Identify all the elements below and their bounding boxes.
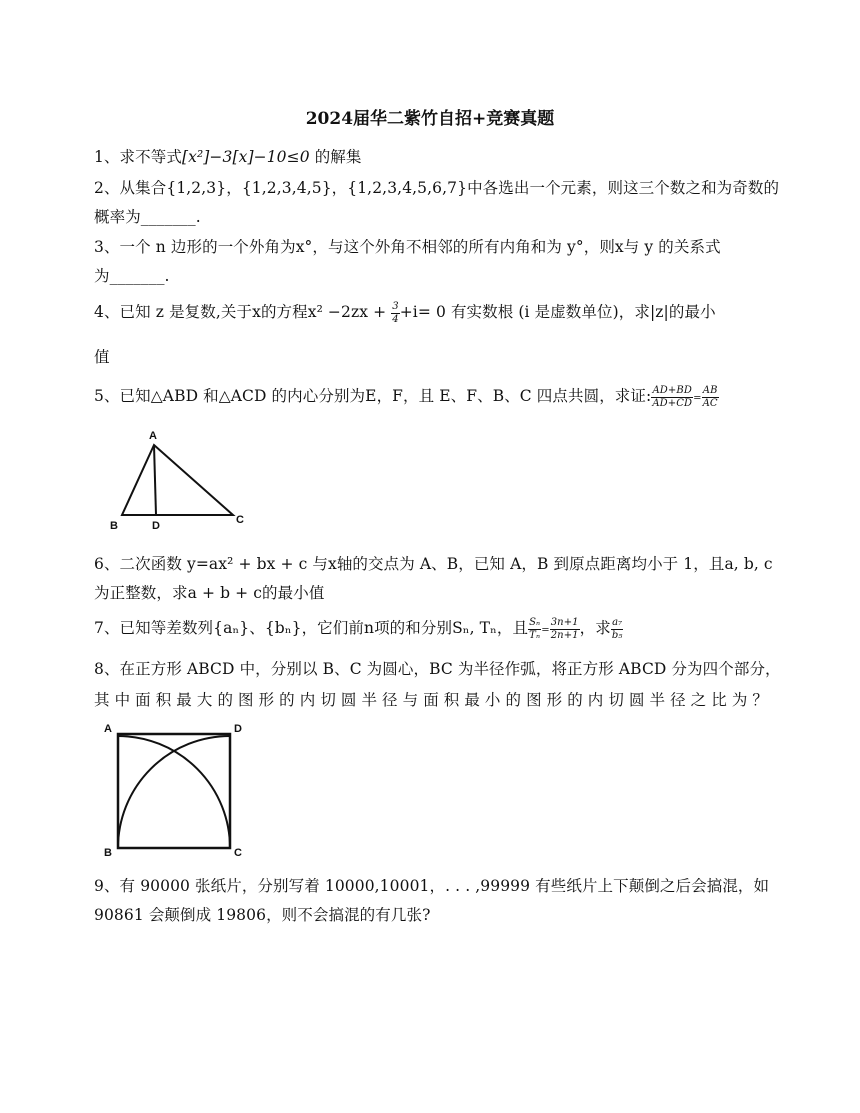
q7-fraction-n-denominator: 2n+1 — [550, 629, 579, 641]
question-2-line-2: 概率为_______. — [94, 208, 201, 226]
q7-fraction-ab-denominator: b₅ — [611, 629, 623, 641]
q5-fraction-left-numerator: AD+BD — [652, 384, 692, 396]
q7-fraction-st-numerator: Sₙ — [529, 616, 541, 628]
q1-text-post: 的解集 — [309, 148, 362, 166]
q4-fraction-numerator: 3 — [392, 300, 399, 312]
segment-ad — [154, 445, 156, 515]
question-6-line-1: 6、二次函数 y=ax² + bx + c 与x轴的交点为 A、B，已知 A，B 到原点距离均小于 1，且a, b, c — [94, 555, 773, 573]
q7-fraction-n — [550, 617, 580, 642]
q5-fraction-right-denominator: AC — [702, 397, 718, 409]
q7-fraction-st — [528, 617, 541, 642]
label-d: D — [152, 520, 160, 532]
q7-equals: = — [541, 625, 550, 636]
question-4-line-1 — [94, 300, 716, 326]
q5-text: 5、已知△ABD 和△ACD 的内心分别为E，F，且 E、F、B、C 四点共圆，求证: — [94, 387, 652, 405]
triangle-figure — [100, 425, 260, 535]
question-5 — [94, 384, 719, 410]
q5-fraction-right — [702, 385, 719, 410]
q4-text-post: +i= 0 有实数根 (i 是虚数单位)，求|z|的最小 — [399, 303, 716, 321]
label-a: A — [104, 723, 112, 735]
label-c: C — [236, 514, 244, 526]
arc-center-c — [118, 736, 230, 848]
arc-center-b — [118, 736, 230, 848]
q5-fraction-right-numerator: AB — [702, 384, 718, 396]
question-9-line-1: 9、有 90000 张纸片，分别写着 10000,10001，. . . ,99999 有些纸片上下颠倒之后会搞混，如 — [94, 877, 770, 895]
q1-text-pre: 1、求不等式 — [94, 148, 182, 166]
q4-text-pre: 4、已知 z 是复数,关于x的方程x² −2zx + — [94, 303, 392, 321]
label-d: D — [234, 723, 242, 735]
question-3-line-2: 为_______. — [94, 267, 170, 285]
q4-fraction — [391, 301, 399, 326]
q7-fraction-st-denominator: Tₙ — [529, 629, 541, 641]
q4-fraction-denominator: 4 — [392, 313, 399, 325]
q7-fraction-n-numerator: 3n+1 — [550, 616, 579, 628]
q5-fraction-left-denominator: AD+CD — [652, 397, 693, 409]
question-7 — [94, 616, 623, 642]
question-3-line-1: 3、一个 n 边形的一个外角为x°，与这个外角不相邻的所有内角和为 y°，则x与 y 的关系式 — [94, 238, 721, 256]
question-9-line-2: 90861 会颠倒成 19806，则不会搞混的有几张? — [94, 906, 431, 924]
label-b: B — [110, 520, 118, 532]
question-4-line-2: 值 — [94, 348, 110, 366]
q5-fraction-left — [651, 385, 693, 410]
question-6-line-2: 为正整数，求a + b + c的最小值 — [94, 584, 325, 602]
question-2-line-1: 2、从集合{1,2,3}，{1,2,3,4,5}，{1,2,3,4,5,6,7}中各选出一个元素，则这三个数之和为奇数的 — [94, 179, 780, 197]
q7-fraction-ab — [611, 617, 624, 642]
question-8-line-2: 其中面积最大的图形的内切圆半径与面积最小的图形的内切圆半径之比为？ — [94, 691, 768, 709]
q7-text: 7、已知等差数列{aₙ}、{bₙ}，它们前n项的和分别Sₙ, Tₙ，且 — [94, 619, 529, 637]
label-b: B — [104, 847, 112, 859]
q1-inequality: [x²]−3[x]−10≤0 — [181, 148, 310, 166]
document-title: 2024届华二紫竹自招+竞赛真题 — [305, 109, 555, 129]
square-arcs-figure — [98, 716, 258, 861]
label-a: A — [149, 430, 157, 442]
q7-text-mid: ，求 — [579, 619, 611, 637]
question-8-line-1: 8、在正方形 ABCD 中，分别以 B、C 为圆心，BC 为半径作弧，将正方形 ABCD 分为四个部分， — [94, 660, 781, 678]
triangle-abc — [122, 445, 233, 515]
q5-equals: = — [693, 393, 702, 404]
q7-fraction-ab-numerator: a₇ — [612, 616, 623, 628]
question-1 — [94, 145, 362, 167]
label-c: C — [234, 847, 242, 859]
